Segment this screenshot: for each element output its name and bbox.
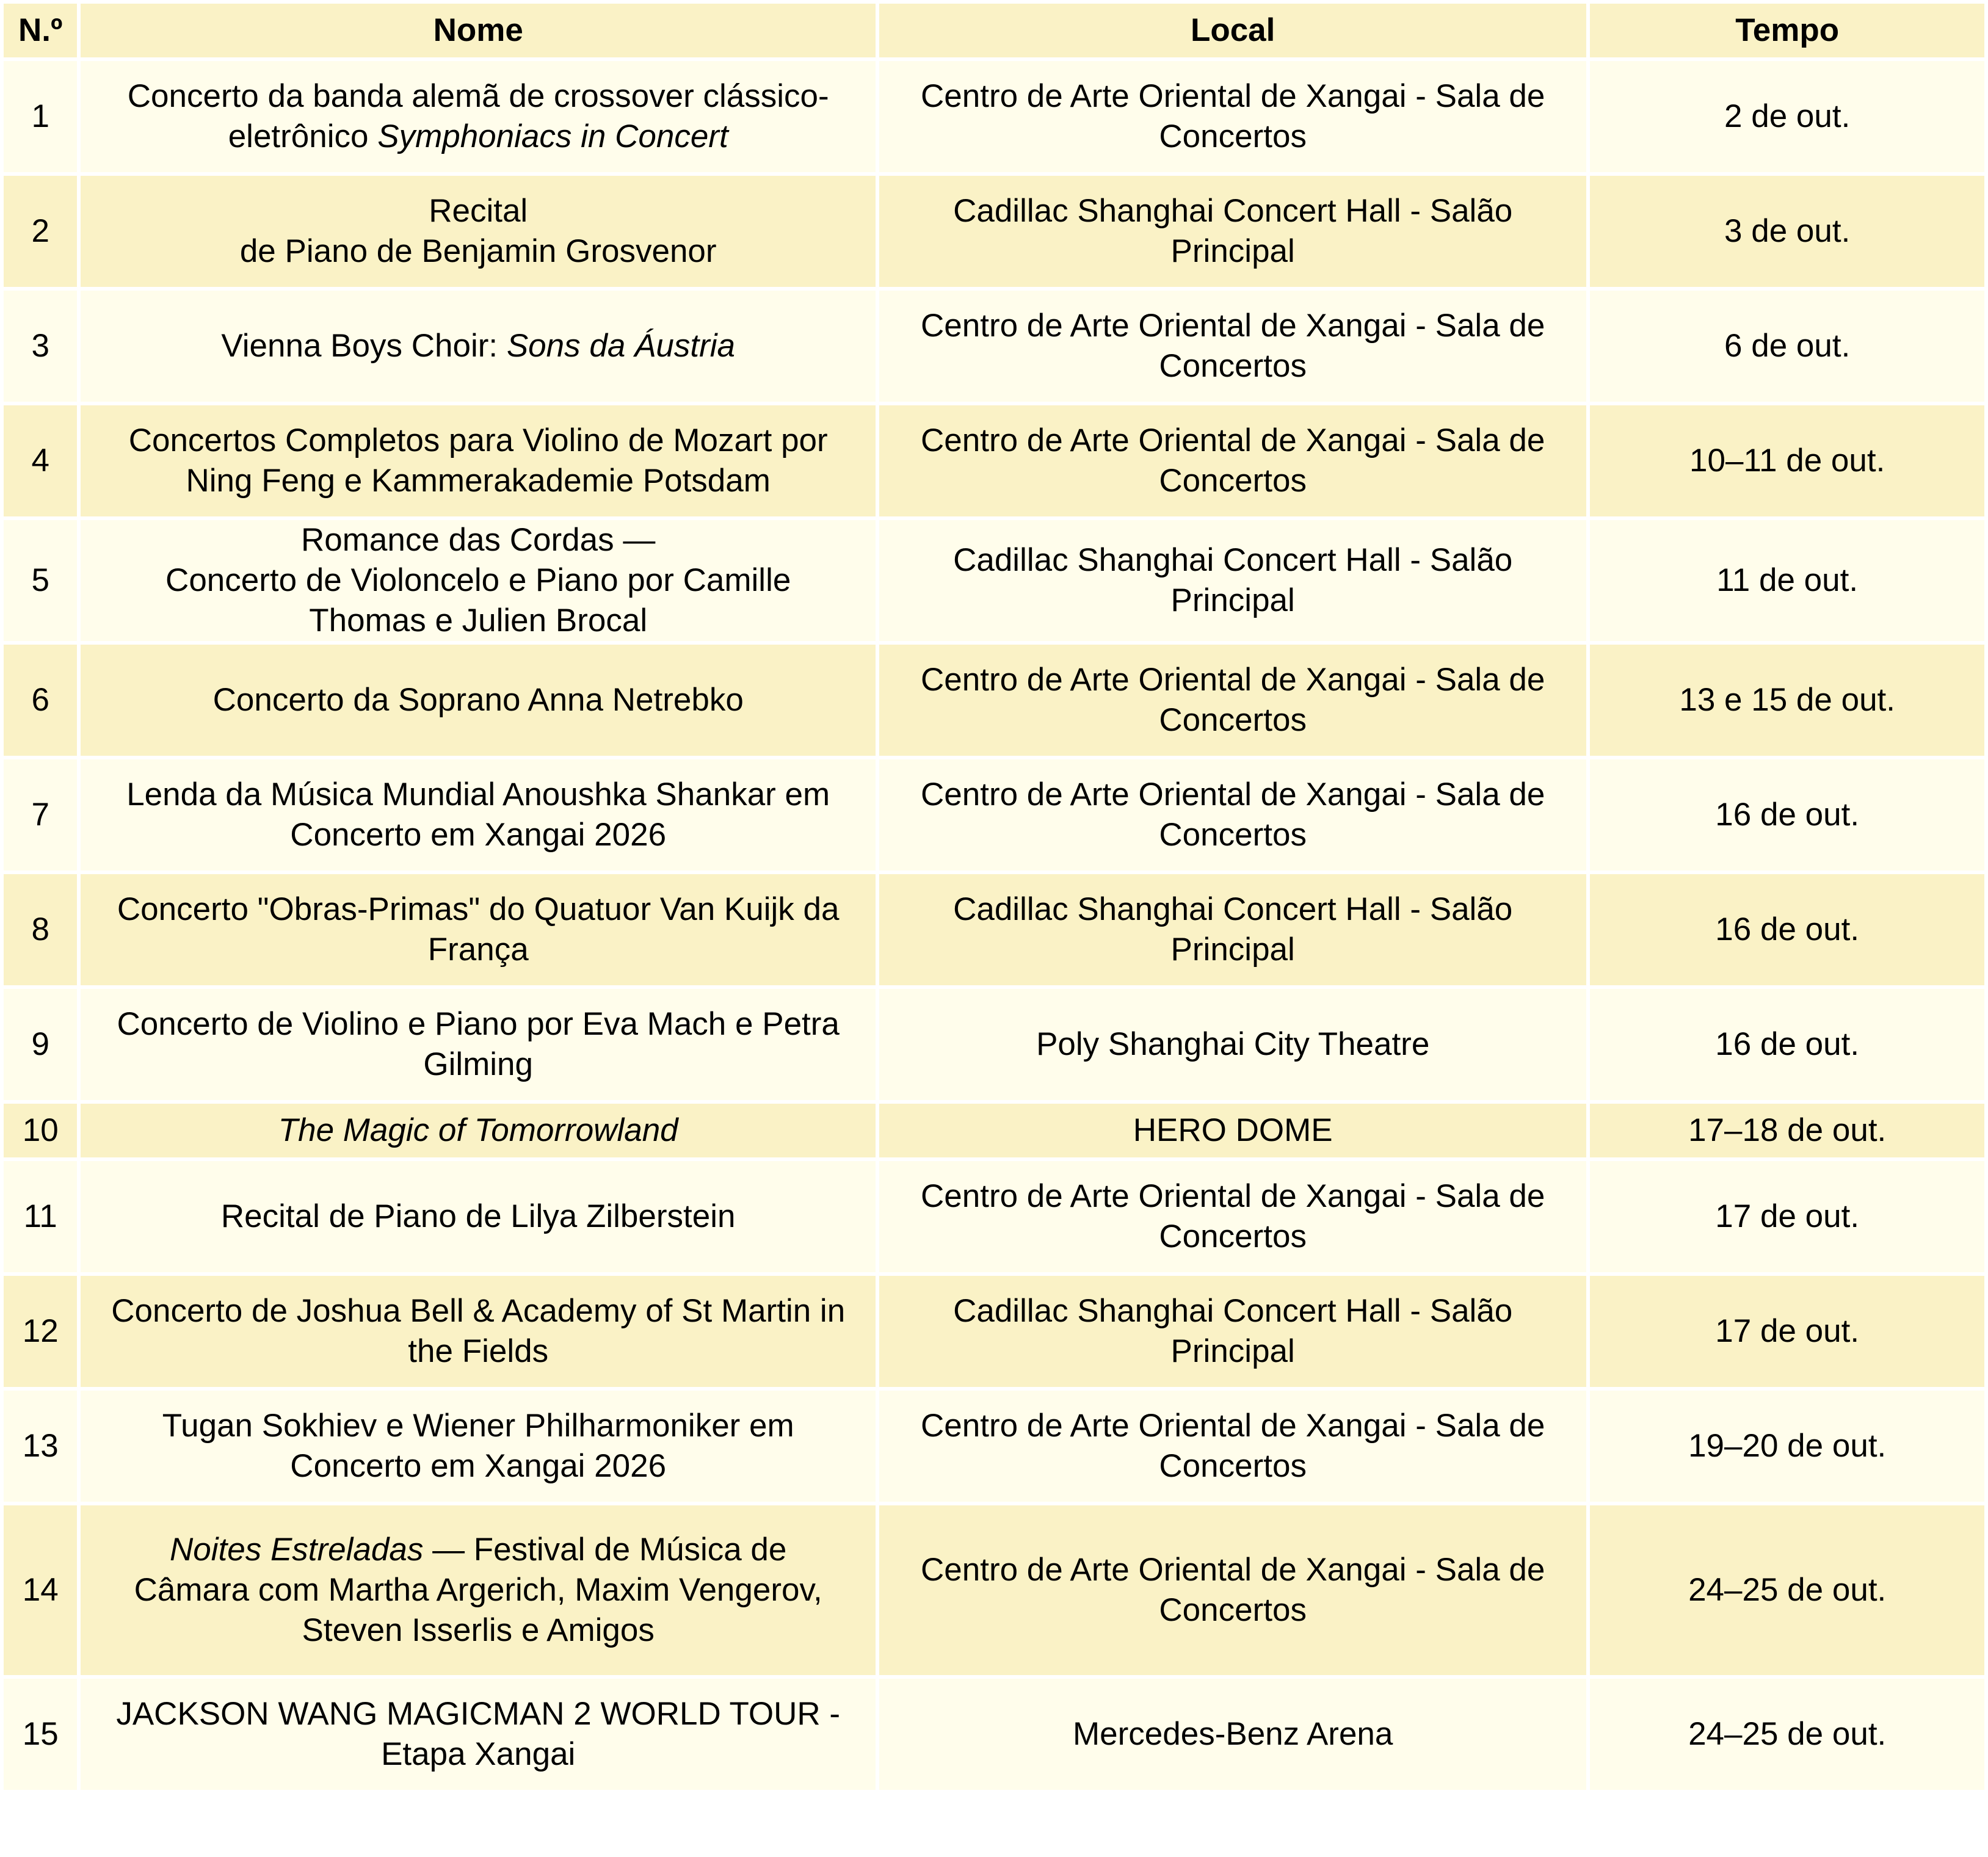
title-text: Tugan Sokhiev e Wiener Philharmoniker em Concerto em Xangai 2026: [162, 1408, 794, 1484]
cell-time: 16 de out.: [1590, 989, 1984, 1100]
table-row: [4, 1505, 1984, 1675]
title-italic-text: Sons da Áustria: [506, 328, 735, 364]
cell-num: 6: [4, 645, 77, 756]
cell-time: 16 de out.: [1590, 759, 1984, 871]
cell-time: 2 de out.: [1590, 61, 1984, 172]
cell-name: [81, 874, 876, 985]
table-row: [4, 405, 1984, 516]
cell-name: [81, 291, 876, 402]
cell-local: Poly Shanghai City Theatre: [879, 989, 1586, 1100]
cell-num: 3: [4, 291, 77, 402]
cell-name: [81, 645, 876, 756]
table-row: [4, 989, 1984, 1100]
cell-num: 10: [4, 1104, 77, 1157]
title-text: Concerto de Joshua Bell & Academy of St Martin in the Fields: [111, 1293, 846, 1369]
cell-local: Cadillac Shanghai Concert Hall - Salão Principal: [879, 520, 1586, 641]
cell-name: [81, 1505, 876, 1675]
cell-local: Centro de Arte Oriental de Xangai - Sala de Concertos: [879, 645, 1586, 756]
title-italic-text: Symphoniacs in Concert: [377, 118, 728, 154]
header-time: Tempo: [1590, 4, 1984, 57]
title-italic-text: Noites Estreladas: [170, 1532, 424, 1568]
cell-time: 6 de out.: [1590, 291, 1984, 402]
header-row: [4, 4, 1984, 57]
cell-time: 17 de out.: [1590, 1276, 1984, 1387]
table-row: [4, 874, 1984, 985]
cell-num: 5: [4, 520, 77, 641]
cell-time: 24–25 de out.: [1590, 1505, 1984, 1675]
table-row: [4, 291, 1984, 402]
cell-local: Centro de Arte Oriental de Xangai - Sala de Concertos: [879, 1505, 1586, 1675]
cell-num: 12: [4, 1276, 77, 1387]
title-italic-text: The Magic of Tomorrowland: [278, 1112, 678, 1148]
table-row: [4, 1391, 1984, 1502]
title-text: Concerto da Soprano Anna Netrebko: [212, 682, 744, 718]
table-row: [4, 1104, 1984, 1157]
cell-local: Cadillac Shanghai Concert Hall - Salão Principal: [879, 1276, 1586, 1387]
table-row: [4, 1276, 1984, 1387]
cell-name: [81, 1679, 876, 1790]
table-body: [4, 61, 1984, 1790]
cell-local: Cadillac Shanghai Concert Hall - Salão Principal: [879, 874, 1586, 985]
header-num: N.º: [4, 4, 77, 57]
cell-name: [81, 759, 876, 871]
cell-name: [81, 176, 876, 287]
cell-name: [81, 61, 876, 172]
cell-num: 2: [4, 176, 77, 287]
cell-num: 7: [4, 759, 77, 871]
cell-local: Centro de Arte Oriental de Xangai - Sala de Concertos: [879, 1161, 1586, 1272]
header-local: Local: [879, 4, 1586, 57]
cell-time: 10–11 de out.: [1590, 405, 1984, 516]
title-text: Vienna Boys Choir:: [221, 328, 507, 364]
table-row: [4, 759, 1984, 871]
cell-time: 13 e 15 de out.: [1590, 645, 1984, 756]
table-row: [4, 1161, 1984, 1272]
title-text: JACKSON WANG MAGICMAN 2 WORLD TOUR - Etapa Xangai: [116, 1696, 841, 1772]
title-text: Concertos Completos para Violino de Mozart por Ning Feng e Kammerakademie Potsdam: [128, 422, 828, 499]
cell-local: Centro de Arte Oriental de Xangai - Sala de Concertos: [879, 405, 1586, 516]
cell-time: 3 de out.: [1590, 176, 1984, 287]
cell-num: 11: [4, 1161, 77, 1272]
table-row: [4, 520, 1984, 641]
cell-time: 24–25 de out.: [1590, 1679, 1984, 1790]
cell-name: [81, 1276, 876, 1387]
table-row: [4, 1679, 1984, 1790]
cell-time: 17 de out.: [1590, 1161, 1984, 1272]
cell-num: 13: [4, 1391, 77, 1502]
cell-name: [81, 1391, 876, 1502]
title-text: Concerto "Obras-Primas" do Quatuor Van Kuijk da França: [117, 891, 840, 968]
table-row: [4, 645, 1984, 756]
cell-num: 15: [4, 1679, 77, 1790]
title-text: Lenda da Música Mundial Anoushka Shankar em Concerto em Xangai 2026: [126, 776, 830, 853]
cell-time: 19–20 de out.: [1590, 1391, 1984, 1502]
cell-name: [81, 1161, 876, 1272]
cell-time: 11 de out.: [1590, 520, 1984, 641]
title-text: Recital de Piano de Lilya Zilberstein: [220, 1198, 736, 1234]
cell-time: 16 de out.: [1590, 874, 1984, 985]
table-row: [4, 61, 1984, 172]
cell-num: 1: [4, 61, 77, 172]
table-header: [4, 4, 1984, 57]
cell-name: [81, 1104, 876, 1157]
title-text: Romance das Cordas — Concerto de Violoncelo e Piano por Camille Thomas e Julien Brocal: [165, 522, 791, 639]
cell-name: [81, 520, 876, 641]
cell-num: 4: [4, 405, 77, 516]
cell-local: Cadillac Shanghai Concert Hall - Salão Principal: [879, 176, 1586, 287]
header-name: Nome: [81, 4, 876, 57]
title-text: — Festival de Música de Câmara com Martha Argerich, Maxim Vengerov, Steven Isserlis e Amigos: [134, 1532, 822, 1648]
cell-local: Centro de Arte Oriental de Xangai - Sala de Concertos: [879, 759, 1586, 871]
cell-local: Centro de Arte Oriental de Xangai - Sala de Concertos: [879, 61, 1586, 172]
cell-local: HERO DOME: [879, 1104, 1586, 1157]
table-row: [4, 176, 1984, 287]
cell-name: [81, 405, 876, 516]
title-text: Recital de Piano de Benjamin Grosvenor: [239, 193, 717, 269]
cell-name: [81, 989, 876, 1100]
cell-num: 9: [4, 989, 77, 1100]
cell-local: Mercedes-Benz Arena: [879, 1679, 1586, 1790]
cell-local: Centro de Arte Oriental de Xangai - Sala de Concertos: [879, 1391, 1586, 1502]
cell-num: 8: [4, 874, 77, 985]
title-text: Concerto da banda alemã de crossover clássico- eletrônico: [127, 78, 829, 154]
cell-num: 14: [4, 1505, 77, 1675]
cell-time: 17–18 de out.: [1590, 1104, 1984, 1157]
cell-local: Centro de Arte Oriental de Xangai - Sala de Concertos: [879, 291, 1586, 402]
title-text: Concerto de Violino e Piano por Eva Mach e Petra Gilming: [117, 1006, 840, 1082]
